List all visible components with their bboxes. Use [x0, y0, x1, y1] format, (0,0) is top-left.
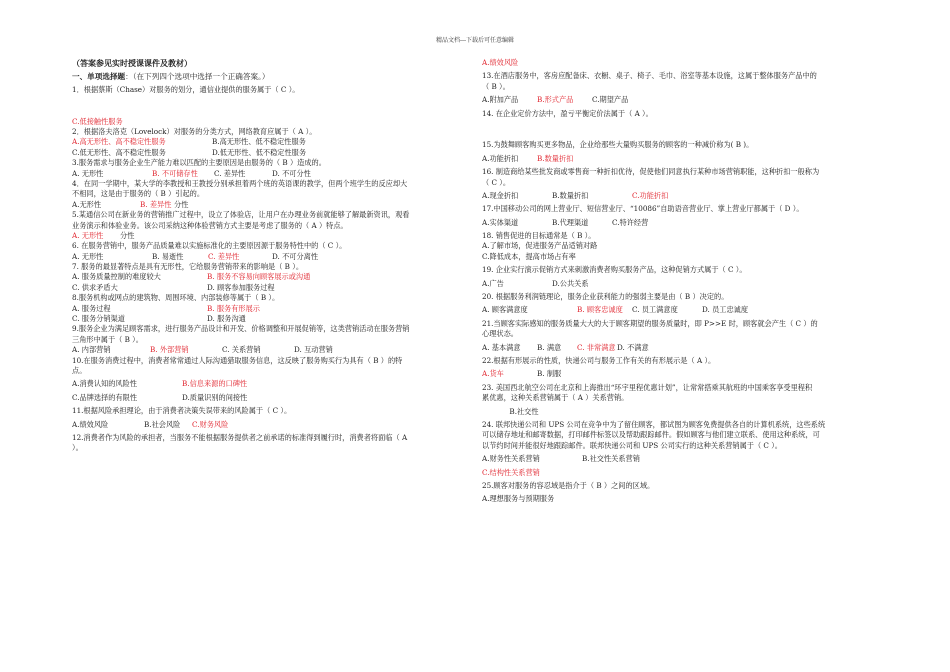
text-line: 13.在酒店服务中，客房应配备床、衣橱、桌子、椅子、毛巾、浴室等基本设施，这属于整体服务产品中的: [482, 71, 817, 81]
text-line: （ C ）。: [482, 177, 511, 187]
text-line: 以节约时间并能很好地跟踪邮件。联邦快递公司和 UPS 公司实行的这种关系营销属于（ C ）。: [482, 440, 782, 450]
option: D.质量识别的间接性: [182, 392, 248, 402]
option: D. 员工忠诚度: [702, 305, 749, 315]
option: B.数量折扣: [552, 190, 589, 200]
text-line: 12.消费者作为风险的承担者，当服务不能根据服务提供者之前承诺的标准得到履行时，消费者将面临（ A: [72, 432, 408, 442]
option: A.附加产品: [482, 95, 519, 105]
text-line: 16. 制造商给某些批发商或零售商一种折扣优待，促使他们同意执行某种市场营销职能，这种折扣一般称为: [482, 167, 820, 177]
option: D. 不可分离性: [272, 251, 319, 261]
text-line: [72, 379, 482, 389]
text-line: 2．根据洛夫洛克（Lovelock）对服务的分类方式，网络教育应属于（ A ）。: [72, 126, 317, 136]
answer-option: C.功能折扣: [632, 190, 669, 200]
answer-option: B. 服务有形展示: [207, 303, 260, 313]
text-line: 14. 在企业定价方法中，盈亏平衡定价法属于（ A ）。: [482, 108, 653, 118]
text-line: 点。: [72, 365, 87, 375]
text-line: ）。: [72, 443, 83, 453]
page-header: 精品文档---下载后可任意编辑: [435, 37, 515, 44]
text-line: 3.服务需求与服务企业生产能力难以匹配的主要原因是由服务的（ B ）造成的。: [72, 158, 326, 168]
option: 分性: [120, 230, 135, 240]
answer-option: B.数量折扣: [537, 153, 574, 163]
right-column: [482, 58, 892, 505]
text-line: 22.根据有形展示的性质，快递公司与服务工作有关的有形展示是（ A ）。: [482, 355, 716, 365]
option: A.广告: [482, 278, 504, 288]
option: B. 易逝性: [152, 251, 184, 261]
option: C.特许经营: [612, 217, 649, 227]
option: A. 无形性: [72, 251, 104, 261]
option: A. 服务过程: [72, 303, 111, 313]
option: A.实体渠道: [482, 217, 519, 227]
text-line: [72, 231, 482, 241]
text-line: 21.当顾客实际感知的服务质量大大的大于顾客期望的服务质量时，即 P>>E 时，顾客就会产生（ C ）的: [482, 318, 818, 328]
option: A. 无形性: [72, 168, 104, 178]
text-line: 6. 在服务营销中，服务产品质量难以实施标准化的主要原因源于服务特性中的（ C ）。: [72, 241, 347, 251]
text-line: [72, 304, 482, 314]
answer-note: （答案参见实时授课课件及教材）: [72, 58, 192, 68]
answer-option: B. 服务不容易向顾客展示或沟通: [207, 272, 311, 282]
text-line: [72, 420, 482, 430]
option: D. 顾客参加服务过程: [207, 282, 275, 292]
option: C.品牌选择的有限性: [72, 392, 138, 402]
option: B. 满意: [537, 342, 562, 352]
text-line: [482, 95, 892, 105]
option: D. 服务沟通: [207, 314, 246, 324]
text-line: [72, 169, 482, 179]
text-line: 业务演示和体验业务。该公司采纳这种体验营销方式主要是考虑了服务的（ A ）特点。: [72, 220, 348, 230]
text-line: 可以储存地址和邮寄数据，打印邮件标签以及帮助跟踪邮件。假如顾客与他们建立联系、使用这种系统，可: [482, 430, 820, 440]
text-line: [72, 393, 482, 403]
answer-option: A.货车: [482, 369, 504, 379]
text-line: [482, 191, 892, 201]
answer-option: B. 顾客忠诚度: [577, 305, 623, 315]
text-line: A.了解市场，促进服务产品适销对路: [482, 241, 598, 251]
answer-option: B.形式产品: [537, 95, 574, 105]
text-line: A.绩效风险: [482, 58, 519, 67]
text-line: A.理想服务与预期服务: [482, 494, 555, 504]
text-line: [482, 127, 892, 137]
text-line: （ B ）。: [482, 81, 510, 91]
text-line: 19. 企业实行演示促销方式来刺激消费者购买服务产品，这种促销方式属于（ C ）。: [482, 265, 747, 275]
text-line: 17.中国移动公司的网上营业厅、短信营业厅、“10086”自助语音营业厅、掌上营业厅都属于（ D ）。: [482, 204, 804, 214]
option: A. 服务质量控制的难度较大: [72, 272, 161, 282]
text-line: B.社交性: [482, 406, 539, 416]
option: C. 关系营销: [222, 345, 261, 355]
text-line: 7. 服务的最显著特点是具有无形性，它给服务营销带来的影响是（ B ）。: [72, 262, 304, 272]
section-title: 一、单项选择题: [72, 72, 126, 82]
text-line: 11.根据风险承担理论，由于消费者决策失误带来的风险属于（ C ）。: [72, 406, 292, 416]
option: C.期望产品: [592, 95, 629, 105]
text-line: [72, 314, 482, 324]
option: C.低无形性、高不稳定性服务: [72, 147, 166, 157]
option: A. 内部营销: [72, 345, 111, 355]
text-line: 10.在服务消费过程中，消费者常常通过人际沟通猎取服务信息，这反映了服务购买行为具有（ B ）的特: [72, 355, 403, 365]
answer-option: B. 不可储存性: [152, 168, 198, 178]
text-line: [72, 148, 482, 158]
option: D.公共关系: [552, 278, 589, 288]
text-line: 15.为鼓舞顾客购买更多物品，企业给那些大量购买服务的顾客的一种减价称为( B )。: [482, 140, 754, 150]
answer-option: C.财务风险: [192, 419, 229, 429]
option: D. 不满意: [617, 342, 649, 352]
answer-option: B. 外部营销: [150, 345, 189, 355]
text-line: 不相同，这是由于服务的（ B ）引起的。: [72, 189, 205, 199]
text-line: [482, 454, 892, 464]
option: C. 员工满意度: [632, 305, 678, 315]
option: A.消费认知的风险性: [72, 379, 137, 389]
text-line: [72, 137, 482, 147]
answer-option: C. 差异性: [208, 251, 240, 261]
option: B.代理渠道: [552, 217, 589, 227]
option: B. 制服: [537, 369, 562, 379]
text-line: [482, 305, 892, 315]
text-line: 9.服务企业为满足顾客需求，进行服务产品设计和开发、价格调整和开展促销等，这类营销活动在服务营销: [72, 324, 410, 334]
answer-option: C. 非常满意: [577, 342, 616, 352]
left-question-lines: [72, 85, 482, 454]
text-line: 5.某通信公司在新业务的营销推广过程中，设立了体验店，让用户在办理业务前就能够了解最新资讯，观看: [72, 210, 410, 220]
text-line: [72, 283, 482, 293]
option: A. 顾客满意度: [482, 305, 528, 315]
answer-option: A. 无形性: [72, 230, 104, 240]
option: C. 供求矛盾大: [72, 282, 118, 292]
option: D. 不可分性: [272, 168, 311, 178]
text-line: C.结构性关系营销: [482, 467, 540, 477]
text-line: 24. 联邦快递公司和 UPS 公司在竞争中为了留住顾客，都试图为顾客免费提供各自的计算机系统，这些系统: [482, 419, 826, 429]
right-question-lines: [482, 58, 892, 505]
text-line: [72, 252, 482, 262]
option: D.低无形性、低不稳定性服务: [212, 147, 307, 157]
option: B.高无形性、低不稳定性服务: [212, 137, 306, 147]
option: A.财务性关系营销: [482, 454, 540, 464]
text-line: 累优惠，这种关系营销属于（ A ）关系营销。: [482, 393, 629, 403]
text-line: 18. 销售促进的目标通常是（ B ）。: [482, 231, 596, 241]
option: D. 互动营销: [294, 345, 333, 355]
option: A.功能折扣: [482, 153, 519, 163]
text-line: [482, 343, 892, 353]
text-line: 23. 美国西北航空公司在北京和上海推出“环宇里程优惠计划”，让常常搭乘其航班的中国乘客享受里程积: [482, 382, 813, 392]
answer-option: A.高无形性、高不稳定性服务: [72, 137, 166, 147]
left-column: [72, 58, 482, 454]
text-line: 25.顾客对服务的容忍域是指介于（ B ）之间的区域。: [482, 480, 655, 490]
text-line: 三角形中属于（ B ）。: [72, 334, 143, 344]
text-line: 8.服务机构或网点的建筑物、周围环境、内部装修等属于（ B ）。: [72, 293, 280, 303]
text-line: [72, 345, 482, 355]
text-line: 心理状态。: [482, 329, 518, 339]
text-line: [482, 154, 892, 164]
text-line: [72, 200, 482, 210]
text-line: 20. 根据服务利润链理论，服务企业获利能力的强弱主要是由（ B ）决定的。: [482, 292, 729, 302]
text-line: C.降低成本，提高市场占有率: [482, 251, 576, 261]
option: B.社会风险: [144, 419, 181, 429]
option: A.现金折扣: [482, 190, 519, 200]
section-heading: [72, 72, 482, 82]
option: C. 服务分销渠道: [72, 314, 125, 324]
option: 分性: [174, 199, 189, 209]
text-line: [72, 103, 482, 113]
option: A. 基本满意: [482, 342, 521, 352]
answer-option: B. 差异性: [140, 199, 172, 209]
text-line: [72, 272, 482, 282]
text-line: 1．根据蔡斯（Chase）对服务的划分，通信业提供的服务属于（ C ）。: [72, 84, 300, 94]
text-line: [482, 279, 892, 289]
option: A.无形性: [72, 199, 102, 209]
option: C. 差异性: [214, 168, 246, 178]
section-note: ：（在下列四个选项中选择一个正确答案。）: [125, 72, 270, 82]
answer-option: B.信息来源的口碑性: [182, 379, 248, 389]
text-line: [482, 369, 892, 379]
option: A.绩效风险: [72, 419, 109, 429]
text-line: 4．在同一学期中，某大学的李教授和王教授分别承担着两个班的英语课的教学，但两个班学生的反应却大: [72, 178, 408, 188]
text-line: C.低接触性服务: [72, 116, 123, 126]
option: B.社交性关系营销: [582, 454, 640, 464]
text-line: [482, 218, 892, 228]
